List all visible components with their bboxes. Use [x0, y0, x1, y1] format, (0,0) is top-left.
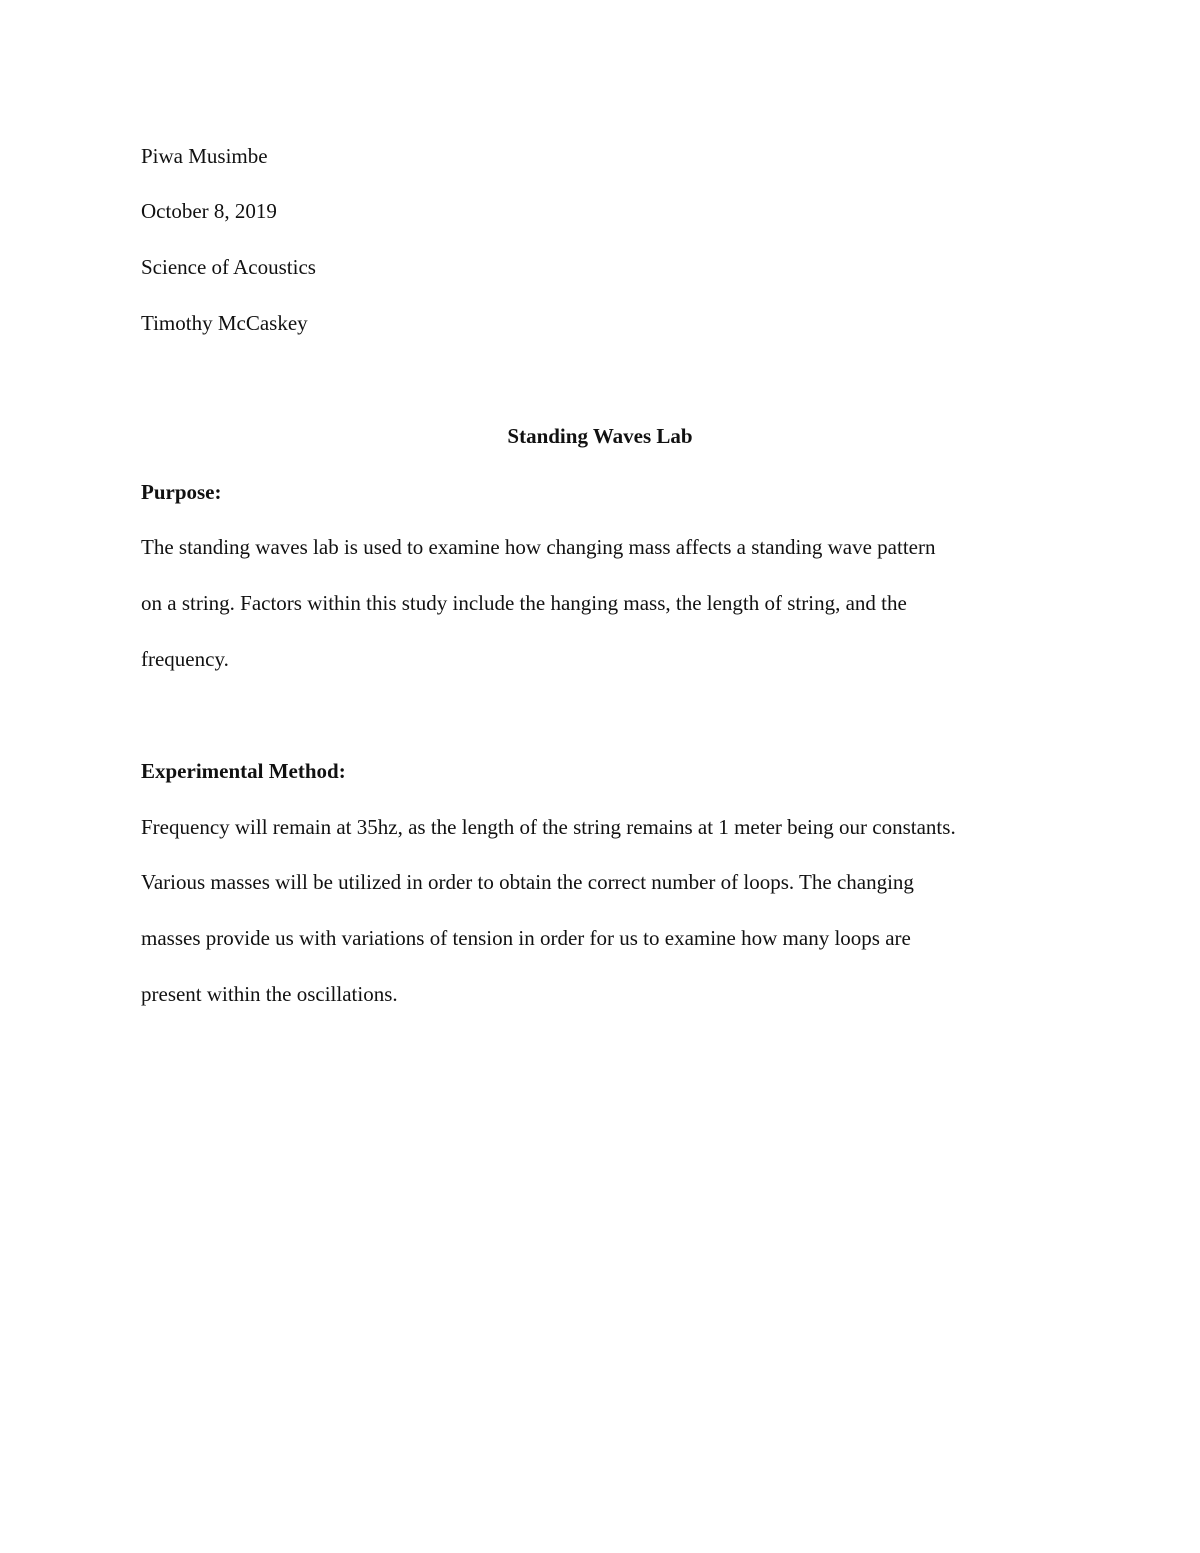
purpose-heading: Purpose: [141, 480, 222, 504]
course-name: Science of Acoustics [141, 255, 316, 279]
method-text-line: masses provide us with variations of tension in order for us to examine how many loops are [141, 926, 911, 950]
method-heading: Experimental Method: [141, 759, 346, 783]
method-text-line: Various masses will be utilized in order to obtain the correct number of loops. The changing [141, 870, 914, 894]
instructor-name: Timothy McCaskey [141, 311, 308, 335]
method-text-line: Frequency will remain at 35hz, as the length of the string remains at 1 meter being our constants. [141, 815, 956, 839]
document-title: Standing Waves Lab [507, 424, 693, 448]
author-name: Piwa Musimbe [141, 144, 268, 168]
purpose-text-line: The standing waves lab is used to examine how changing mass affects a standing wave pattern [141, 535, 936, 559]
method-text-line: present within the oscillations. [141, 982, 398, 1006]
purpose-text-line: on a string. Factors within this study include the hanging mass, the length of string, and the [141, 591, 907, 615]
document-date: October 8, 2019 [141, 199, 277, 223]
purpose-text-line: frequency. [141, 647, 229, 671]
